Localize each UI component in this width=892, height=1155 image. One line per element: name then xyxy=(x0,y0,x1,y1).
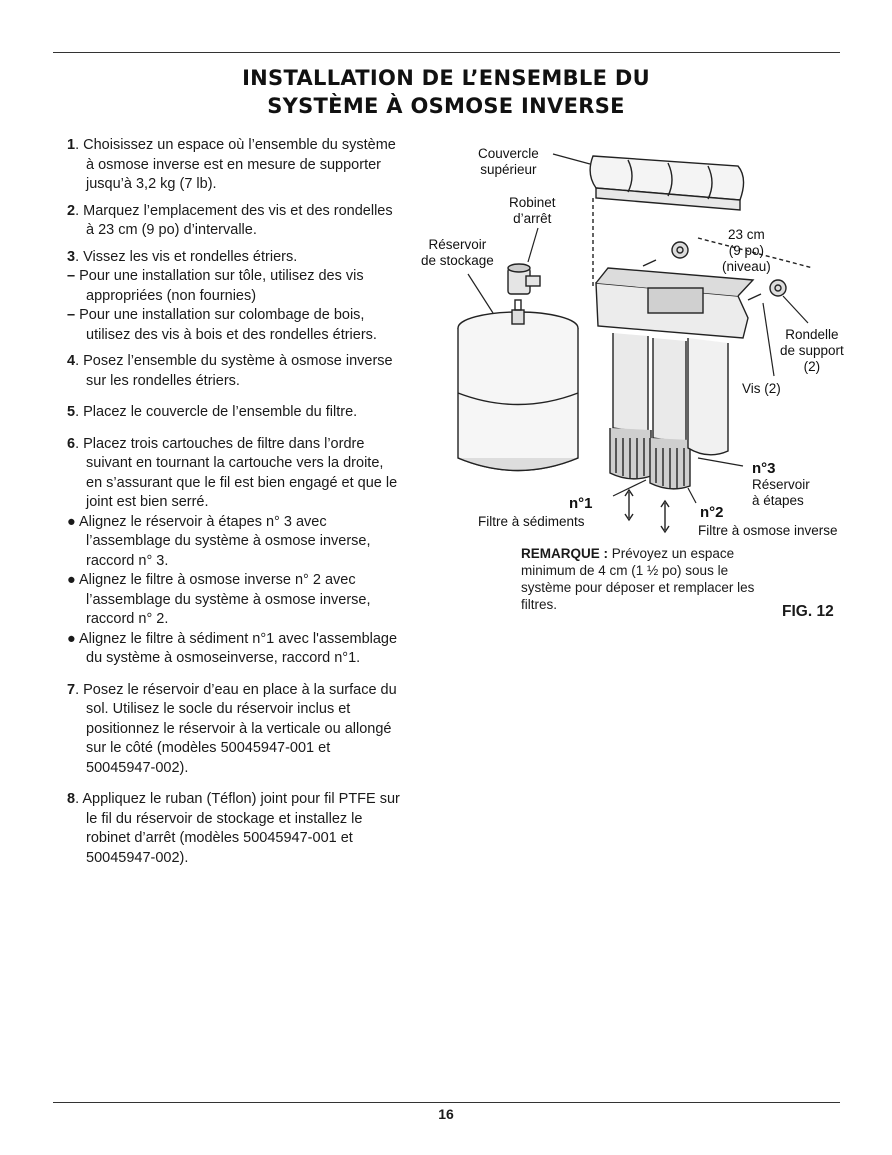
step-text: Vissez les vis et rondelles étriers. xyxy=(83,248,298,265)
label-line: Robinet xyxy=(509,195,556,210)
label-line: Couvercle xyxy=(478,146,539,161)
clearance-arrows xyxy=(625,490,669,532)
step-number: 5 xyxy=(67,404,76,420)
step-text: Choisissez un espace où l’ensemble du système à osmose inverse est en mesure de supporter jusqu’à 3,2 kg (7 lb). xyxy=(83,137,396,192)
step-4: 4. Posez l’ensemble du système à osmose inverse sur les rondelles étriers. xyxy=(67,353,393,389)
label-line: de stockage xyxy=(421,253,494,268)
label-stage-tank xyxy=(752,461,810,509)
step-number: 8 xyxy=(67,791,76,807)
bottom-rule xyxy=(53,1102,840,1103)
label-sediment-filter: Filtre à sédiments xyxy=(478,514,585,529)
label-line: Réservoir xyxy=(752,477,810,492)
note-label: REMARQUE : xyxy=(521,546,608,561)
sub-item: Pour une installation sur tôle, utilisez des vis appropriées (non fournies) xyxy=(79,268,364,304)
label-line: (2) xyxy=(803,359,821,374)
label-line: à étapes xyxy=(752,493,804,508)
label-number: n°3 xyxy=(752,460,776,477)
label-line: d’arrêt xyxy=(513,211,552,226)
bullet-item: Alignez le réservoir à étapes n° 3 avec l’assemblage du système à osmose inverse, raccord n° 3. xyxy=(79,513,371,569)
label-line: 23 cm xyxy=(728,227,765,242)
label-line: (niveau) xyxy=(722,259,771,274)
step-number: 7 xyxy=(67,681,76,698)
top-rule xyxy=(53,52,840,53)
sub-item: Pour une installation sur colombage de bois, utilisez des vis à bois et des rondelles étriers. xyxy=(79,307,377,343)
instruction-list xyxy=(67,136,402,875)
bullet-item: Alignez le filtre à osmose inverse n° 2 avec l’assemblage du système à osmose inverse, raccord n° 2. xyxy=(79,572,371,627)
label-n1: n°1 xyxy=(569,495,593,512)
label-line: supérieur xyxy=(480,162,537,177)
step-1: 1. Choisissez un espace où l’ensemble du système à osmose inverse est en mesure de supporter jusqu’à 3,2 kg (7 lb). xyxy=(67,137,396,192)
title-line-1: INSTALLATION DE L’ENSEMBLE DU xyxy=(242,66,650,90)
note-text: Prévoyez un espace minimum de 4 cm (1 ½ po) sous le système pour déposer et remplacer les filtres. xyxy=(521,546,755,612)
step-text: Marquez l’emplacement des vis et des rondelles à 23 cm (9 po) d’intervalle. xyxy=(83,202,393,238)
step-text: Posez le réservoir d’eau en place à la surface du sol. Utilisez le socle du réservoir inclus et positionnez le réservoir à la verticale ou allongé sur le côté (modèles 50045947-001 et 50045947-002). xyxy=(83,681,397,776)
filter-2-drawing xyxy=(650,338,690,489)
bullet-item: Alignez le filtre à sédiment n°1 avec l'assemblage du système à osmoseinverse, raccord n°1. xyxy=(79,630,398,666)
label-line: Réservoir xyxy=(428,237,487,252)
figure-label: FIG. 12 xyxy=(782,603,834,620)
label-top-cover xyxy=(478,146,539,178)
title-line-2: SYSTÈME À OSMOSE INVERSE xyxy=(267,94,625,118)
label-line: (9 po) xyxy=(728,243,765,258)
page-title xyxy=(0,64,892,120)
step-2: 2. Marquez l’emplacement des vis et des rondelles à 23 cm (9 po) d’intervalle. xyxy=(67,202,393,238)
storage-tank-drawing xyxy=(458,300,578,471)
label-storage-tank xyxy=(421,237,494,269)
note-remarque xyxy=(521,545,761,613)
step-6: 6. Placez trois cartouches de filtre dans l’ordre suivant en tournant la cartouche vers la droite, en s’assurant que le fil est bien engagé et que le joint est bien serré. ● Alignez le réservoir à étapes n° 3 avec l’assemblage du système à osmose inverse, raccord n° 3. ● Alignez le filtre à osmose inverse n° 2 avec l’assemblage du système à osmose inverse, raccord n° 2. ● Alignez le filtre à sédiment n°1 avec l'assemblage du système à osmoseinverse, raccord n°1. xyxy=(67,435,398,666)
step-text: Appliquez le ruban (Téflon) joint pour fil PTFE sur le fil du réservoir de stockage et installez le robinet d’arrêt (modèles 50045947-001 et 50045947-002). xyxy=(82,791,400,866)
label-shutoff-valve xyxy=(509,195,556,227)
step-number: 2 xyxy=(67,202,76,219)
step-5: 5. Placez le couvercle de l’ensemble du filtre. xyxy=(67,404,358,420)
filter-1-drawing xyxy=(610,333,651,479)
shutoff-valve-drawing xyxy=(508,264,540,294)
label-ro-filter: Filtre à osmose inverse xyxy=(698,523,838,538)
top-cover-drawing xyxy=(590,156,743,210)
step-text: Placez le couvercle de l’ensemble du filtre. xyxy=(83,404,358,420)
label-line: de support xyxy=(780,343,844,358)
filter-3-drawing xyxy=(688,338,728,455)
step-number: 6 xyxy=(67,435,76,452)
label-support-washer xyxy=(780,327,844,375)
page-number: 16 xyxy=(438,1106,454,1122)
label-screws: Vis (2) xyxy=(742,381,781,396)
step-number: 3 xyxy=(67,248,76,265)
label-line: Rondelle xyxy=(785,327,839,342)
step-text: Posez l’ensemble du système à osmose inverse sur les rondelles étriers. xyxy=(83,353,393,389)
step-3: 3. Vissez les vis et rondelles étriers. – Pour une installation sur tôle, utilisez des vis appropriées (non fournies) – Pour une installation sur colombage de bois, utilisez des vis à bois et des rondelles étriers. xyxy=(67,248,377,343)
step-8: 8. Appliquez le ruban (Téflon) joint pour fil PTFE sur le fil du réservoir de stockage et installez le robinet d’arrêt (modèles 50045947-001 et 50045947-002). xyxy=(67,791,400,866)
step-number: 4 xyxy=(67,353,76,369)
label-n2: n°2 xyxy=(700,504,724,521)
manifold-drawing xyxy=(596,268,753,338)
step-7: 7. Posez le réservoir d’eau en place à la surface du sol. Utilisez le socle du réservoir inclus et positionnez le réservoir à la verticale ou allongé sur le côté (modèles 50045947-001 et 50045947-002). xyxy=(67,681,397,776)
label-dimension xyxy=(722,227,771,275)
step-text: Placez trois cartouches de filtre dans l’ordre suivant en tournant la cartouche vers la droite, en s’assurant que le fil est bien engagé et que le joint est bien serré. xyxy=(83,435,398,510)
step-number: 1 xyxy=(67,137,76,153)
